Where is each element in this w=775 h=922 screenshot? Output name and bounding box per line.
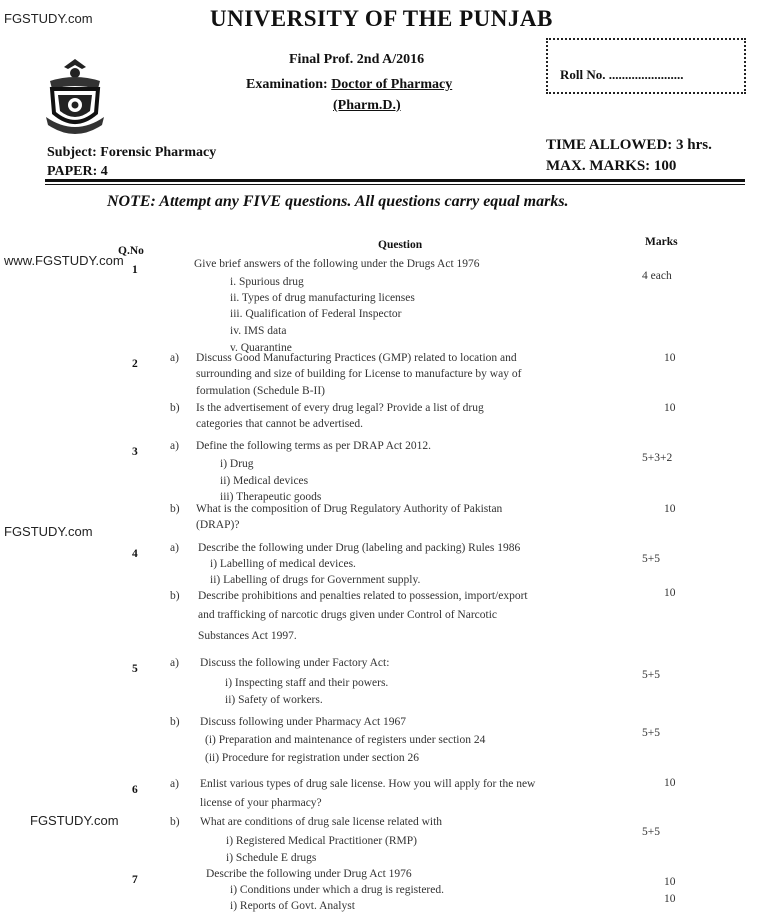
question-text: Discuss the following under Factory Act: (200, 657, 390, 669)
question-number: 1 (132, 264, 138, 276)
question-text: surrounding and size of building for License to manufacture by way of (196, 368, 522, 380)
question-marks: 10 (664, 893, 676, 905)
question-marks: 10 (664, 587, 676, 599)
question-marks: 5+5 (642, 727, 660, 739)
examination-line (246, 77, 452, 93)
question-text: ii) Medical devices (220, 475, 309, 487)
question-text: iii. Qualification of Federal Inspector (230, 308, 402, 320)
question-text: (DRAP)? (196, 519, 240, 531)
question-text: iv. IMS data (230, 325, 287, 337)
watermark-text: FGSTUDY.com (30, 813, 119, 828)
question-text: iii) Therapeutic goods (220, 491, 322, 503)
subject: Subject: Forensic Pharmacy (47, 145, 217, 160)
header-divider (45, 184, 745, 185)
question-part: b) (170, 503, 180, 515)
question-part: a) (170, 778, 179, 790)
question-marks: 10 (664, 777, 676, 789)
question-marks: 10 (664, 503, 676, 515)
question-marks: 10 (664, 876, 676, 888)
examination-value: Doctor of Pharmacy (331, 77, 453, 92)
question-text: i) Registered Medical Practitioner (RMP) (226, 835, 417, 847)
question-text: What are conditions of drug sale license related with (200, 816, 443, 828)
question-text: and trafficking of narcotic drugs given under Control of Narcotic (198, 609, 498, 621)
question-number: 7 (132, 874, 138, 886)
question-text: formulation (Schedule B-II) (196, 385, 326, 397)
question-text: Substances Act 1997. (198, 630, 297, 642)
column-header-marks: Marks (645, 236, 678, 248)
examination-label: Examination: (246, 77, 328, 92)
question-text: Discuss following under Pharmacy Act 1967 (200, 716, 407, 728)
column-header-qno: Q.No (118, 245, 144, 257)
question-text: Give brief answers of the following under the Drugs Act 1976 (194, 258, 480, 270)
question-text: (i) Preparation and maintenance of registers under section 24 (205, 734, 486, 746)
question-number: 3 (132, 446, 138, 458)
degree-name: (Pharm.D.) (333, 98, 401, 113)
question-marks: 10 (664, 352, 676, 364)
question-text: i) Drug (220, 458, 254, 470)
question-marks: 5+5 (642, 826, 660, 838)
question-text: ii) Labelling of drugs for Government supply. (210, 574, 421, 586)
watermark-text: FGSTUDY.com (4, 11, 93, 26)
question-text: v. Quarantine (230, 342, 292, 354)
question-part: b) (170, 716, 180, 728)
question-text: Define the following terms as per DRAP Act 2012. (196, 440, 431, 452)
question-text: Enlist various types of drug sale license. How you will apply for the new (200, 778, 536, 790)
university-crest-icon (40, 55, 110, 135)
question-text: Describe prohibitions and penalties related to possession, import/export (198, 590, 528, 602)
question-text: i) Labelling of medical devices. (210, 558, 356, 570)
watermark-text: www.FGSTUDY.com (4, 253, 124, 268)
question-number: 2 (132, 358, 138, 370)
question-number: 6 (132, 784, 138, 796)
question-marks: 5+3+2 (642, 452, 673, 464)
question-part: b) (170, 590, 180, 602)
question-text: ii. Types of drug manufacturing licenses (230, 292, 415, 304)
question-number: 5 (132, 663, 138, 675)
question-part: a) (170, 542, 179, 554)
question-marks: 10 (664, 402, 676, 414)
question-text: license of your pharmacy? (200, 797, 322, 809)
question-text: i) Inspecting staff and their powers. (225, 677, 389, 689)
paper-number: PAPER: 4 (47, 164, 108, 179)
column-header-question: Question (378, 239, 423, 251)
university-title: UNIVERSITY OF THE PUNJAB (210, 6, 553, 31)
roll-number-label: Roll No. ....................... (560, 67, 684, 82)
question-text: i) Conditions under which a drug is registered. (230, 884, 444, 896)
question-part: a) (170, 440, 179, 452)
question-text: ii) Safety of workers. (225, 694, 323, 706)
question-part: a) (170, 352, 179, 364)
exam-session: Final Prof. 2nd A/2016 (289, 52, 425, 67)
instructions-note: NOTE: Attempt any FIVE questions. All questions carry equal marks. (107, 193, 569, 210)
question-part: b) (170, 402, 180, 414)
question-text: Describe the following under Drug (labeling and packing) Rules 1986 (198, 542, 521, 554)
time-allowed: TIME ALLOWED: 3 hrs. (546, 137, 712, 153)
watermark-text: FGSTUDY.com (4, 524, 93, 539)
question-text: Discuss Good Manufacturing Practices (GMP) related to location and (196, 352, 517, 364)
header-divider (45, 179, 745, 182)
question-text: (ii) Procedure for registration under section 26 (205, 752, 419, 764)
question-part: a) (170, 657, 179, 669)
question-text: categories that cannot be advertised. (196, 418, 363, 430)
roll-number-box (546, 38, 746, 94)
question-text: Describe the following under Drug Act 1976 (206, 868, 412, 880)
question-text: i) Schedule E drugs (226, 852, 317, 864)
question-text: i) Reports of Govt. Analyst (230, 900, 355, 912)
question-text: i. Spurious drug (230, 276, 304, 288)
question-text: What is the composition of Drug Regulatory Authority of Pakistan (196, 503, 503, 515)
max-marks: MAX. MARKS: 100 (546, 158, 677, 174)
question-text: Is the advertisement of every drug legal? Provide a list of drug (196, 402, 484, 414)
question-part: b) (170, 816, 180, 828)
question-number: 4 (132, 548, 138, 560)
question-marks: 5+5 (642, 669, 660, 681)
question-marks: 4 each (642, 270, 672, 282)
question-marks: 5+5 (642, 553, 660, 565)
